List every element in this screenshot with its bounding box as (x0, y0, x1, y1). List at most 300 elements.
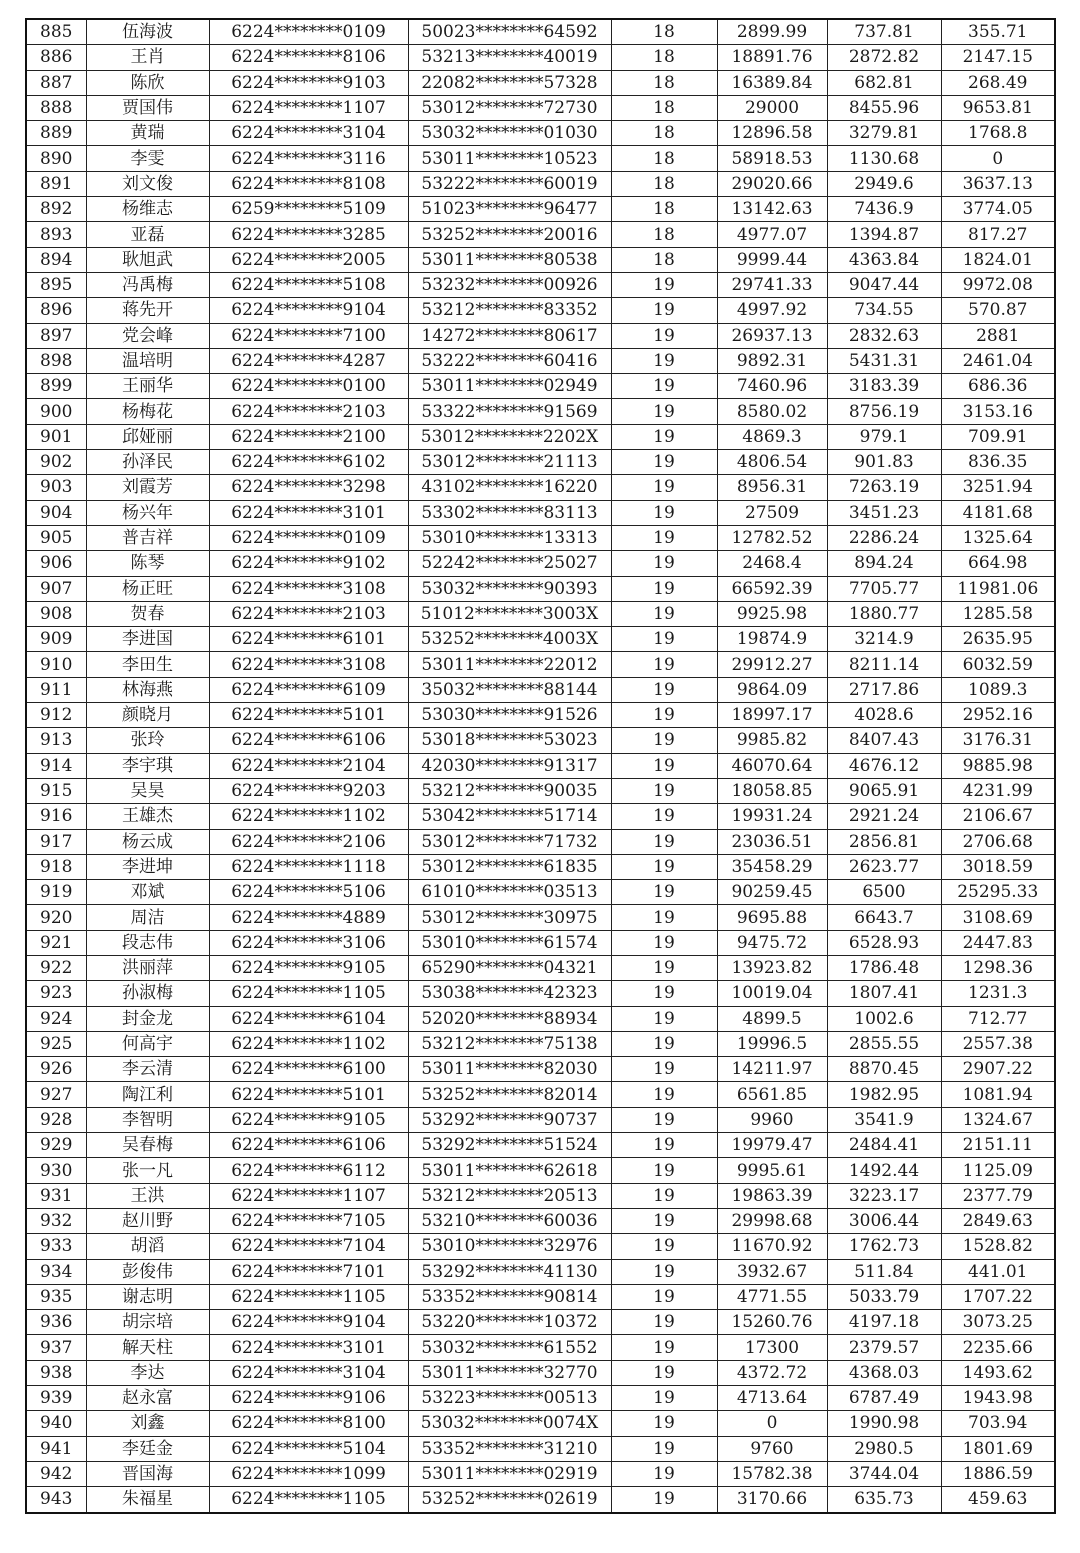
row-number-cell: 925 (26, 1031, 86, 1056)
name-cell: 王肖 (86, 45, 209, 70)
group-cell: 19 (611, 450, 717, 475)
name-cell: 孙泽民 (86, 450, 209, 475)
group-cell: 18 (611, 121, 717, 146)
row-number-cell: 904 (26, 500, 86, 525)
id-number-cell: 53302********83113 (408, 500, 611, 525)
group-cell: 19 (611, 1057, 717, 1082)
table-row (26, 753, 1055, 778)
row-number-cell: 901 (26, 424, 86, 449)
amount-a-cell: 2899.99 (717, 19, 827, 45)
table-row (26, 930, 1055, 955)
id-number-cell: 53011********80538 (408, 247, 611, 272)
amount-c-cell: 2881 (941, 323, 1055, 348)
id-number-cell: 53292********41130 (408, 1259, 611, 1284)
amount-b-cell: 635.73 (827, 1487, 941, 1513)
amount-a-cell: 35458.29 (717, 854, 827, 879)
id-number-cell: 53010********13313 (408, 525, 611, 550)
table-row (26, 778, 1055, 803)
amount-c-cell: 1285.58 (941, 601, 1055, 626)
id-number-cell: 52242********25027 (408, 551, 611, 576)
row-number-cell: 922 (26, 955, 86, 980)
row-number-cell: 903 (26, 475, 86, 500)
amount-c-cell: 2151.11 (941, 1133, 1055, 1158)
card-number-cell: 6259********5109 (209, 197, 408, 222)
id-number-cell: 53010********32976 (408, 1234, 611, 1259)
amount-c-cell: 1089.3 (941, 677, 1055, 702)
row-number-cell: 907 (26, 576, 86, 601)
card-number-cell: 6224********3101 (209, 1335, 408, 1360)
table-row (26, 1158, 1055, 1183)
id-number-cell: 14272********80617 (408, 323, 611, 348)
amount-a-cell: 17300 (717, 1335, 827, 1360)
amount-c-cell: 4231.99 (941, 778, 1055, 803)
amount-a-cell: 9985.82 (717, 728, 827, 753)
table-row (26, 399, 1055, 424)
amount-b-cell: 1002.6 (827, 1006, 941, 1031)
name-cell: 王丽华 (86, 374, 209, 399)
card-number-cell: 6224********0109 (209, 525, 408, 550)
name-cell: 伍海波 (86, 19, 209, 45)
card-number-cell: 6224********9203 (209, 778, 408, 803)
amount-c-cell: 817.27 (941, 222, 1055, 247)
table-row (26, 222, 1055, 247)
amount-a-cell: 3170.66 (717, 1487, 827, 1513)
table-row (26, 1133, 1055, 1158)
amount-b-cell: 2856.81 (827, 829, 941, 854)
amount-a-cell: 4869.3 (717, 424, 827, 449)
id-number-cell: 53032********0074X (408, 1411, 611, 1436)
amount-b-cell: 511.84 (827, 1259, 941, 1284)
group-cell: 18 (611, 197, 717, 222)
amount-a-cell: 8580.02 (717, 399, 827, 424)
row-number-cell: 914 (26, 753, 86, 778)
name-cell: 段志伟 (86, 930, 209, 955)
row-number-cell: 906 (26, 551, 86, 576)
card-number-cell: 6224********3108 (209, 576, 408, 601)
row-number-cell: 926 (26, 1057, 86, 1082)
name-cell: 张玲 (86, 728, 209, 753)
card-number-cell: 6224********3116 (209, 146, 408, 171)
amount-b-cell: 1807.41 (827, 981, 941, 1006)
group-cell: 18 (611, 45, 717, 70)
amount-b-cell: 9065.91 (827, 778, 941, 803)
table-row (26, 19, 1055, 45)
group-cell: 19 (611, 880, 717, 905)
amount-c-cell: 1943.98 (941, 1386, 1055, 1411)
amount-b-cell: 3451.23 (827, 500, 941, 525)
amount-c-cell: 3153.16 (941, 399, 1055, 424)
name-cell: 刘文俊 (86, 171, 209, 196)
row-number-cell: 895 (26, 272, 86, 297)
table-row (26, 1461, 1055, 1486)
id-number-cell: 53012********71732 (408, 829, 611, 854)
amount-b-cell: 2855.55 (827, 1031, 941, 1056)
group-cell: 18 (611, 222, 717, 247)
group-cell: 19 (611, 728, 717, 753)
amount-b-cell: 1990.98 (827, 1411, 941, 1436)
id-number-cell: 53012********30975 (408, 905, 611, 930)
table-row (26, 1411, 1055, 1436)
amount-b-cell: 3744.04 (827, 1461, 941, 1486)
row-number-cell: 896 (26, 298, 86, 323)
amount-c-cell: 1493.62 (941, 1360, 1055, 1385)
amount-b-cell: 2872.82 (827, 45, 941, 70)
amount-b-cell: 2980.5 (827, 1436, 941, 1461)
row-number-cell: 933 (26, 1234, 86, 1259)
name-cell: 彭俊伟 (86, 1259, 209, 1284)
id-number-cell: 22082********57328 (408, 70, 611, 95)
card-number-cell: 6224********4889 (209, 905, 408, 930)
name-cell: 何高宇 (86, 1031, 209, 1056)
card-number-cell: 6224********2106 (209, 829, 408, 854)
name-cell: 晋国海 (86, 1461, 209, 1486)
name-cell: 刘鑫 (86, 1411, 209, 1436)
amount-b-cell: 4028.6 (827, 703, 941, 728)
table-row (26, 576, 1055, 601)
amount-b-cell: 4197.18 (827, 1310, 941, 1335)
amount-a-cell: 4899.5 (717, 1006, 827, 1031)
table-row (26, 70, 1055, 95)
card-number-cell: 6224********3104 (209, 121, 408, 146)
id-number-cell: 53213********40019 (408, 45, 611, 70)
amount-a-cell: 9892.31 (717, 348, 827, 373)
name-cell: 杨云成 (86, 829, 209, 854)
amount-c-cell: 9885.98 (941, 753, 1055, 778)
table-row (26, 677, 1055, 702)
row-number-cell: 897 (26, 323, 86, 348)
row-number-cell: 934 (26, 1259, 86, 1284)
row-number-cell: 930 (26, 1158, 86, 1183)
name-cell: 赵永富 (86, 1386, 209, 1411)
row-number-cell: 908 (26, 601, 86, 626)
table-row (26, 171, 1055, 196)
amount-a-cell: 18997.17 (717, 703, 827, 728)
amount-c-cell: 1824.01 (941, 247, 1055, 272)
amount-c-cell: 9653.81 (941, 95, 1055, 120)
amount-c-cell: 2952.16 (941, 703, 1055, 728)
table-row (26, 1006, 1055, 1031)
amount-c-cell: 3073.25 (941, 1310, 1055, 1335)
table-row (26, 1487, 1055, 1513)
amount-a-cell: 19874.9 (717, 627, 827, 652)
amount-b-cell: 4368.03 (827, 1360, 941, 1385)
table-row (26, 703, 1055, 728)
amount-b-cell: 4363.84 (827, 247, 941, 272)
row-number-cell: 927 (26, 1082, 86, 1107)
id-number-cell: 53011********02919 (408, 1461, 611, 1486)
row-number-cell: 939 (26, 1386, 86, 1411)
amount-c-cell: 2706.68 (941, 829, 1055, 854)
name-cell: 谢志明 (86, 1284, 209, 1309)
table-row (26, 1436, 1055, 1461)
group-cell: 19 (611, 601, 717, 626)
amount-b-cell: 4676.12 (827, 753, 941, 778)
name-cell: 杨正旺 (86, 576, 209, 601)
row-number-cell: 940 (26, 1411, 86, 1436)
name-cell: 周洁 (86, 905, 209, 930)
amount-b-cell: 979.1 (827, 424, 941, 449)
amount-c-cell: 2635.95 (941, 627, 1055, 652)
group-cell: 19 (611, 272, 717, 297)
amount-a-cell: 9925.98 (717, 601, 827, 626)
amount-c-cell: 1768.8 (941, 121, 1055, 146)
amount-c-cell: 9972.08 (941, 272, 1055, 297)
row-number-cell: 910 (26, 652, 86, 677)
amount-a-cell: 6561.85 (717, 1082, 827, 1107)
group-cell: 19 (611, 1082, 717, 1107)
row-number-cell: 891 (26, 171, 86, 196)
amount-b-cell: 8407.43 (827, 728, 941, 753)
row-number-cell: 900 (26, 399, 86, 424)
amount-b-cell: 2623.77 (827, 854, 941, 879)
table-row (26, 1360, 1055, 1385)
amount-a-cell: 18058.85 (717, 778, 827, 803)
id-number-cell: 53032********90393 (408, 576, 611, 601)
card-number-cell: 6224********9105 (209, 955, 408, 980)
name-cell: 李云清 (86, 1057, 209, 1082)
amount-b-cell: 3541.9 (827, 1107, 941, 1132)
id-number-cell: 53212********20513 (408, 1183, 611, 1208)
group-cell: 18 (611, 247, 717, 272)
amount-c-cell: 3176.31 (941, 728, 1055, 753)
id-number-cell: 53252********02619 (408, 1487, 611, 1513)
row-number-cell: 894 (26, 247, 86, 272)
amount-c-cell: 1081.94 (941, 1082, 1055, 1107)
id-number-cell: 53012********61835 (408, 854, 611, 879)
id-number-cell: 53012********21113 (408, 450, 611, 475)
amount-c-cell: 25295.33 (941, 880, 1055, 905)
row-number-cell: 917 (26, 829, 86, 854)
id-number-cell: 53252********4003X (408, 627, 611, 652)
group-cell: 19 (611, 1284, 717, 1309)
amount-b-cell: 3006.44 (827, 1208, 941, 1233)
card-number-cell: 6224********3104 (209, 1360, 408, 1385)
data-sheet (25, 18, 1054, 1514)
row-number-cell: 893 (26, 222, 86, 247)
table-row (26, 551, 1055, 576)
row-number-cell: 899 (26, 374, 86, 399)
card-number-cell: 6224********7104 (209, 1234, 408, 1259)
group-cell: 19 (611, 551, 717, 576)
amount-a-cell: 4713.64 (717, 1386, 827, 1411)
group-cell: 18 (611, 171, 717, 196)
group-cell: 19 (611, 981, 717, 1006)
id-number-cell: 53292********90737 (408, 1107, 611, 1132)
card-number-cell: 6224********2005 (209, 247, 408, 272)
group-cell: 19 (611, 1031, 717, 1056)
data-table (25, 18, 1056, 1514)
card-number-cell: 6224********1102 (209, 804, 408, 829)
card-number-cell: 6224********3101 (209, 500, 408, 525)
group-cell: 19 (611, 1360, 717, 1385)
id-number-cell: 43102********16220 (408, 475, 611, 500)
amount-c-cell: 2147.15 (941, 45, 1055, 70)
amount-a-cell: 0 (717, 1411, 827, 1436)
amount-a-cell: 29020.66 (717, 171, 827, 196)
name-cell: 刘霞芳 (86, 475, 209, 500)
name-cell: 张一凡 (86, 1158, 209, 1183)
id-number-cell: 53038********42323 (408, 981, 611, 1006)
amount-b-cell: 2379.57 (827, 1335, 941, 1360)
table-row (26, 880, 1055, 905)
amount-a-cell: 19979.47 (717, 1133, 827, 1158)
row-number-cell: 923 (26, 981, 86, 1006)
row-number-cell: 943 (26, 1487, 86, 1513)
id-number-cell: 53032********01030 (408, 121, 611, 146)
amount-c-cell: 268.49 (941, 70, 1055, 95)
card-number-cell: 6224********5101 (209, 703, 408, 728)
name-cell: 陈琴 (86, 551, 209, 576)
amount-a-cell: 15782.38 (717, 1461, 827, 1486)
amount-a-cell: 4977.07 (717, 222, 827, 247)
amount-a-cell: 11670.92 (717, 1234, 827, 1259)
row-number-cell: 913 (26, 728, 86, 753)
table-row (26, 1310, 1055, 1335)
id-number-cell: 53011********32770 (408, 1360, 611, 1385)
amount-c-cell: 1231.3 (941, 981, 1055, 1006)
amount-c-cell: 2849.63 (941, 1208, 1055, 1233)
group-cell: 19 (611, 399, 717, 424)
name-cell: 贾国伟 (86, 95, 209, 120)
id-number-cell: 53210********60036 (408, 1208, 611, 1233)
table-row (26, 1082, 1055, 1107)
amount-c-cell: 1528.82 (941, 1234, 1055, 1259)
card-number-cell: 6224********5104 (209, 1436, 408, 1461)
group-cell: 19 (611, 1386, 717, 1411)
row-number-cell: 932 (26, 1208, 86, 1233)
amount-a-cell: 16389.84 (717, 70, 827, 95)
group-cell: 19 (611, 1436, 717, 1461)
row-number-cell: 916 (26, 804, 86, 829)
group-cell: 19 (611, 475, 717, 500)
group-cell: 19 (611, 854, 717, 879)
amount-a-cell: 27509 (717, 500, 827, 525)
table-row (26, 121, 1055, 146)
name-cell: 赵川野 (86, 1208, 209, 1233)
amount-c-cell: 459.63 (941, 1487, 1055, 1513)
card-number-cell: 6224********6101 (209, 627, 408, 652)
row-number-cell: 941 (26, 1436, 86, 1461)
amount-c-cell: 441.01 (941, 1259, 1055, 1284)
amount-a-cell: 9695.88 (717, 905, 827, 930)
group-cell: 18 (611, 70, 717, 95)
card-number-cell: 6224********9104 (209, 298, 408, 323)
id-number-cell: 53292********51524 (408, 1133, 611, 1158)
amount-a-cell: 8956.31 (717, 475, 827, 500)
id-number-cell: 53011********22012 (408, 652, 611, 677)
id-number-cell: 52020********88934 (408, 1006, 611, 1031)
card-number-cell: 6224********6109 (209, 677, 408, 702)
card-number-cell: 6224********6106 (209, 728, 408, 753)
name-cell: 李智明 (86, 1107, 209, 1132)
card-number-cell: 6224********5101 (209, 1082, 408, 1107)
amount-a-cell: 9995.61 (717, 1158, 827, 1183)
name-cell: 解天柱 (86, 1335, 209, 1360)
group-cell: 19 (611, 323, 717, 348)
row-number-cell: 887 (26, 70, 86, 95)
id-number-cell: 53011********02949 (408, 374, 611, 399)
amount-c-cell: 2377.79 (941, 1183, 1055, 1208)
group-cell: 19 (611, 1310, 717, 1335)
group-cell: 19 (611, 1259, 717, 1284)
amount-b-cell: 8870.45 (827, 1057, 941, 1082)
id-number-cell: 53011********62618 (408, 1158, 611, 1183)
table-row (26, 1057, 1055, 1082)
amount-b-cell: 2717.86 (827, 677, 941, 702)
row-number-cell: 920 (26, 905, 86, 930)
id-number-cell: 53011********10523 (408, 146, 611, 171)
id-number-cell: 53010********61574 (408, 930, 611, 955)
amount-c-cell: 2461.04 (941, 348, 1055, 373)
card-number-cell: 6224********6112 (209, 1158, 408, 1183)
name-cell: 蒋先开 (86, 298, 209, 323)
name-cell: 王洪 (86, 1183, 209, 1208)
id-number-cell: 53252********20016 (408, 222, 611, 247)
amount-a-cell: 18891.76 (717, 45, 827, 70)
group-cell: 19 (611, 1158, 717, 1183)
name-cell: 胡滔 (86, 1234, 209, 1259)
amount-c-cell: 664.98 (941, 551, 1055, 576)
amount-a-cell: 29998.68 (717, 1208, 827, 1233)
name-cell: 吴昊 (86, 778, 209, 803)
amount-c-cell: 11981.06 (941, 576, 1055, 601)
card-number-cell: 6224********5108 (209, 272, 408, 297)
table-row (26, 146, 1055, 171)
table-row (26, 601, 1055, 626)
amount-c-cell: 836.35 (941, 450, 1055, 475)
row-number-cell: 936 (26, 1310, 86, 1335)
group-cell: 19 (611, 1133, 717, 1158)
table-row (26, 197, 1055, 222)
amount-b-cell: 3214.9 (827, 627, 941, 652)
row-number-cell: 889 (26, 121, 86, 146)
id-number-cell: 53212********90035 (408, 778, 611, 803)
card-number-cell: 6224********1118 (209, 854, 408, 879)
group-cell: 19 (611, 627, 717, 652)
amount-a-cell: 12782.52 (717, 525, 827, 550)
amount-a-cell: 4372.72 (717, 1360, 827, 1385)
card-number-cell: 6224********1105 (209, 1284, 408, 1309)
card-number-cell: 6224********8100 (209, 1411, 408, 1436)
card-number-cell: 6224********2100 (209, 424, 408, 449)
id-number-cell: 53018********53023 (408, 728, 611, 753)
amount-c-cell: 686.36 (941, 374, 1055, 399)
row-number-cell: 919 (26, 880, 86, 905)
amount-a-cell: 2468.4 (717, 551, 827, 576)
group-cell: 19 (611, 1335, 717, 1360)
amount-a-cell: 4771.55 (717, 1284, 827, 1309)
table-row (26, 1259, 1055, 1284)
amount-c-cell: 0 (941, 146, 1055, 171)
amount-a-cell: 26937.13 (717, 323, 827, 348)
group-cell: 19 (611, 905, 717, 930)
row-number-cell: 902 (26, 450, 86, 475)
group-cell: 19 (611, 424, 717, 449)
group-cell: 19 (611, 703, 717, 728)
table-row (26, 450, 1055, 475)
amount-a-cell: 19931.24 (717, 804, 827, 829)
name-cell: 邓斌 (86, 880, 209, 905)
amount-a-cell: 10019.04 (717, 981, 827, 1006)
amount-b-cell: 5431.31 (827, 348, 941, 373)
id-number-cell: 53222********60416 (408, 348, 611, 373)
amount-a-cell: 29000 (717, 95, 827, 120)
row-number-cell: 888 (26, 95, 86, 120)
amount-c-cell: 2557.38 (941, 1031, 1055, 1056)
table-row (26, 95, 1055, 120)
amount-b-cell: 8211.14 (827, 652, 941, 677)
amount-b-cell: 1786.48 (827, 955, 941, 980)
